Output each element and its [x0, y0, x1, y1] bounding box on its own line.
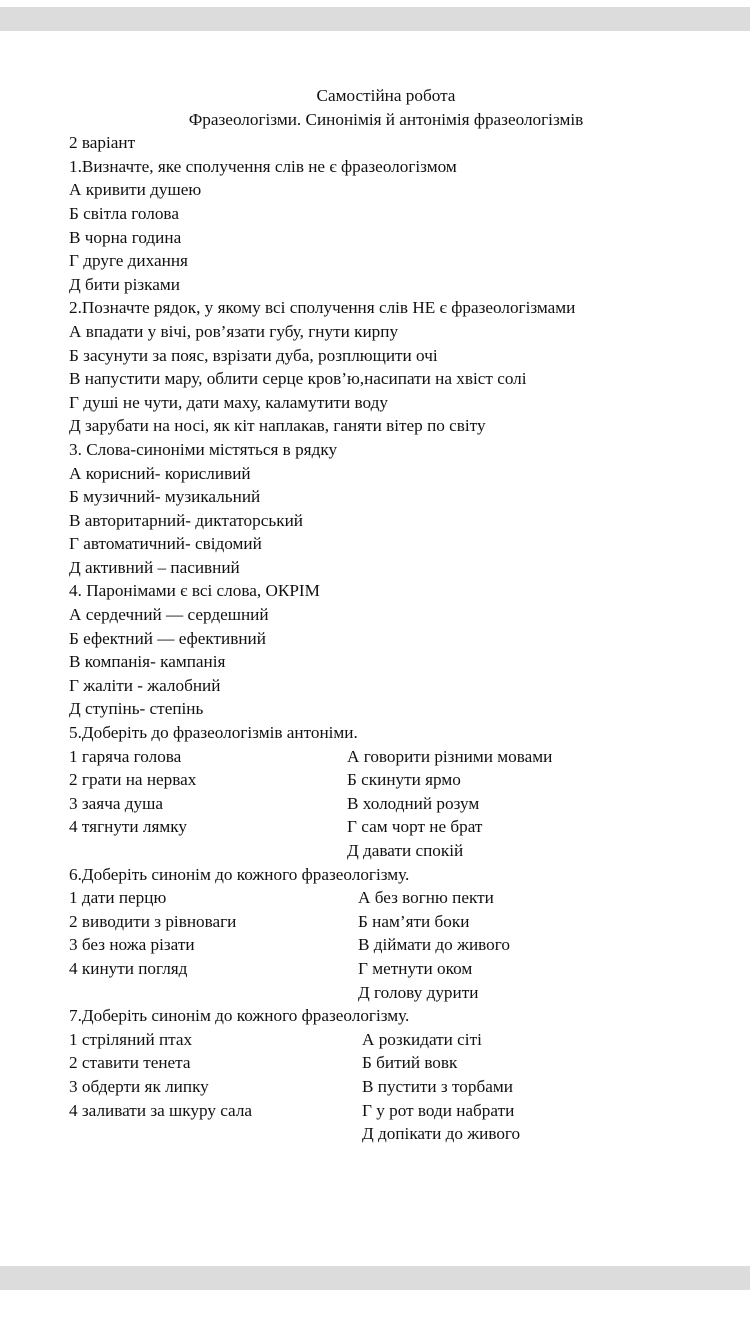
document-body	[69, 84, 739, 1146]
match-left: 4 тягнути лямку	[69, 817, 187, 837]
match-right: А говорити різними мовами	[347, 746, 553, 766]
match-left: 4 заливати за шкуру сала	[69, 1100, 253, 1120]
match-right: В діймати до живого	[358, 935, 510, 955]
match-left: 1 стріляний птах	[69, 1029, 193, 1049]
question-text: 7.Доберіть синонім до кожного фразеологізму.	[69, 1006, 410, 1026]
question-text: 3. Слова-синоніми містяться в рядку	[69, 439, 338, 459]
match-right: В пустити з торбами	[362, 1076, 513, 1096]
match-row	[69, 981, 739, 1005]
answer-option: В чорна година	[69, 227, 182, 247]
match-row	[69, 1051, 739, 1075]
variant-label: 2 варіант	[69, 133, 136, 153]
question-text: 5.Доберіть до фразеологізмів антоніми.	[69, 723, 358, 743]
question-4	[69, 579, 739, 721]
match-left: 3 без ножа різати	[69, 935, 195, 955]
answer-option: Г друге дихання	[69, 251, 188, 271]
answer-option: А кривити душею	[69, 180, 202, 200]
match-right: Г метнути оком	[358, 958, 473, 978]
match-left: 2 грати на нервах	[69, 770, 197, 790]
match-right: Б битий вовк	[362, 1053, 458, 1073]
match-left: 2 ставити тенета	[69, 1053, 191, 1073]
answer-option: Д ступінь- степінь	[69, 699, 204, 719]
answer-option: Б ефектний — ефективний	[69, 628, 266, 648]
question-3	[69, 438, 739, 580]
match-left: 1 дати перцю	[69, 888, 167, 908]
match-left: 4 кинути погляд	[69, 958, 188, 978]
match-row	[69, 910, 739, 934]
match-right: В холодний розум	[347, 793, 480, 813]
match-right: Г у рот води набрати	[362, 1100, 515, 1120]
answer-option: А корисний- корисливий	[69, 463, 251, 483]
question-text: 6.Доберіть синонім до кожного фразеологізму.	[69, 864, 410, 884]
match-row	[69, 1122, 739, 1146]
match-row	[69, 957, 739, 981]
question-text: 4. Паронімами є всі слова, ОКРІМ	[69, 581, 320, 601]
match-right: Д допікати до живого	[362, 1124, 521, 1144]
doc-title: Самостійна робота	[316, 86, 456, 105]
question-7	[69, 1004, 739, 1146]
question-text: 2.Позначте рядок, у якому всі сполучення слів НЕ є фразеологізмами	[69, 298, 576, 318]
answer-option: Б світла голова	[69, 203, 179, 223]
answer-option: В компанія- кампанія	[69, 652, 226, 672]
match-right: А без вогню пекти	[358, 888, 494, 908]
answer-option: Д зарубати на носі, як кіт наплакав, ганяти вітер по світу	[69, 416, 486, 436]
match-left: 2 виводити з рівноваги	[69, 911, 237, 931]
match-row	[69, 745, 739, 769]
answer-option: А сердечний — сердешний	[69, 605, 269, 625]
match-right: Г сам чорт не брат	[347, 817, 483, 837]
question-5	[69, 721, 739, 863]
match-row	[69, 1028, 739, 1052]
question-text: 1.Визначте, яке сполучення слів не є фразеологізмом	[69, 156, 457, 176]
question-2	[69, 296, 739, 438]
answer-option: Б музичний- музикальний	[69, 487, 261, 507]
answer-option: Г душі не чути, дати маху, каламутити воду	[69, 392, 388, 412]
match-row	[69, 815, 739, 839]
match-row	[69, 1099, 739, 1123]
answer-option: Д бити різками	[69, 274, 180, 294]
top-frame-bar	[0, 7, 750, 31]
match-right: Б скинути ярмо	[347, 770, 461, 790]
doc-subtitle: Фразеологізми. Синонімія й антонімія фразеологізмів	[188, 109, 584, 129]
answer-option: А впадати у вічі, ров’язати губу, гнути кирпу	[69, 321, 399, 341]
match-right: Д голову дурити	[358, 982, 479, 1002]
answer-option: В напустити мару, облити серце кров’ю,насипати на хвіст солі	[69, 369, 527, 389]
match-row	[69, 768, 739, 792]
match-row	[69, 792, 739, 816]
match-left: 1 гаряча голова	[69, 746, 182, 766]
bottom-frame-bar	[0, 1266, 750, 1290]
answer-option: Г автоматичний- свідомий	[69, 534, 262, 554]
match-right: А розкидати сіті	[362, 1029, 482, 1049]
answer-option: Г жаліти - жалобний	[69, 675, 221, 695]
answer-option: В авторитарний- диктаторський	[69, 510, 303, 530]
answer-option: Б засунути за пояс, взрізати дуба, розплющити очі	[69, 345, 438, 365]
match-right: Б нам’яти боки	[358, 911, 470, 931]
match-row	[69, 839, 739, 863]
match-row	[69, 1075, 739, 1099]
question-6	[69, 863, 739, 1005]
match-left: 3 обдерти як липку	[69, 1076, 209, 1096]
match-row	[69, 886, 739, 910]
match-row	[69, 933, 739, 957]
match-left: 3 заяча душа	[69, 793, 163, 813]
answer-option: Д активний – пасивний	[69, 557, 240, 577]
match-right: Д давати спокій	[347, 841, 464, 860]
question-1	[69, 155, 739, 297]
